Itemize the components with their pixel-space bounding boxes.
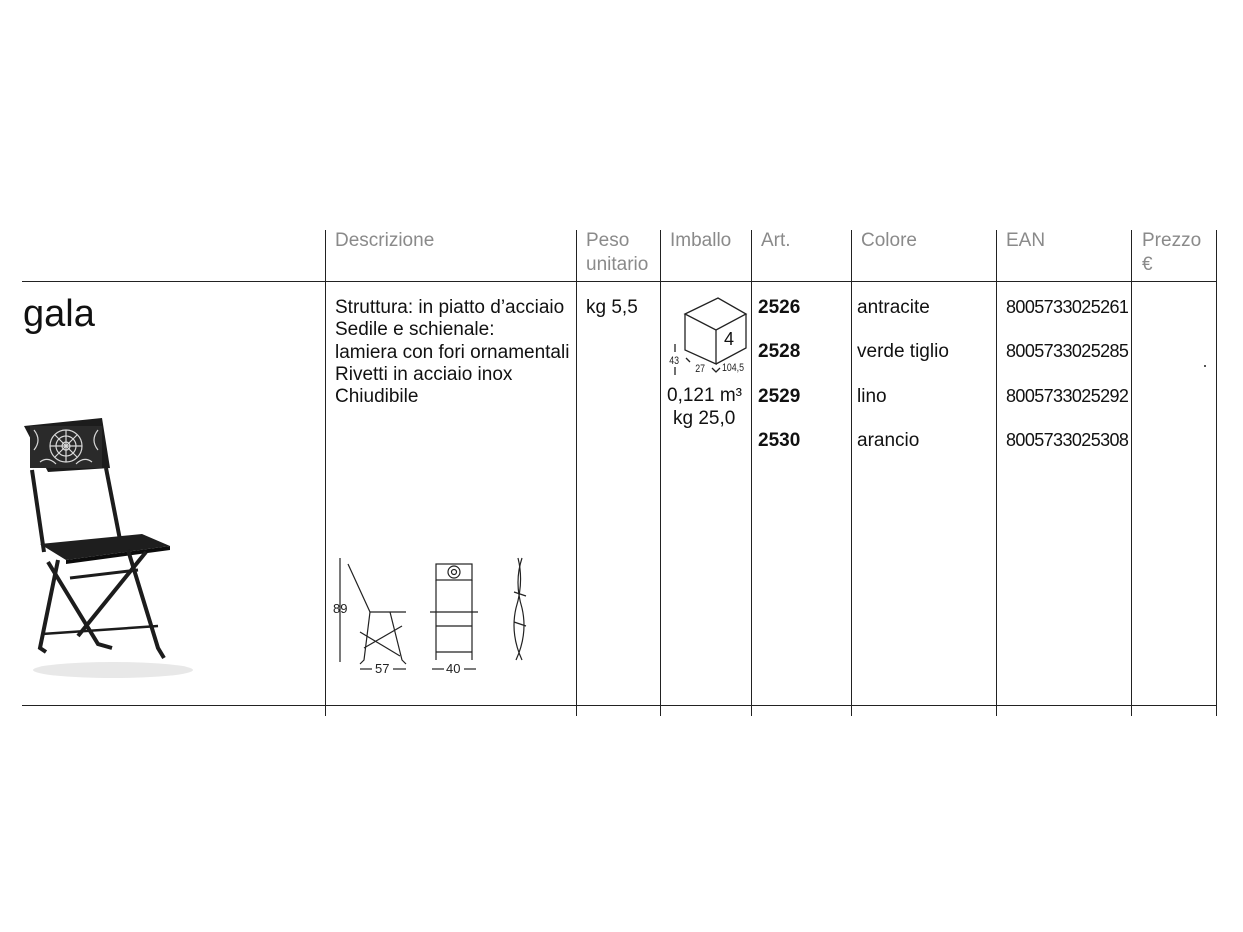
description-line: Sedile e schienale: [335, 319, 495, 341]
bottom-rule [22, 705, 1217, 706]
header-descrizione: Descrizione [335, 230, 435, 251]
header-ean: EAN [1006, 230, 1046, 251]
price-mark [1204, 365, 1206, 367]
header-peso-line1: Peso [586, 230, 630, 251]
header-rule [22, 281, 1217, 282]
variant-colore: arancio [857, 430, 920, 451]
variant-art: 2526 [758, 297, 801, 318]
description-line: Struttura: in piatto d’acciaio [335, 297, 565, 318]
package-volume: 0,121 m³ [667, 385, 742, 406]
header-prezzo [1142, 229, 1201, 277]
chair-dimension-drawings [330, 552, 540, 680]
product-description [335, 297, 569, 408]
description-line: Rivetti in acciaio inox [335, 363, 513, 385]
column-divider [1216, 230, 1217, 716]
column-divider [576, 230, 577, 716]
header-prezzo-line2: € [1142, 254, 1153, 275]
variant-ean: 8005733025261 [1006, 297, 1129, 317]
chair-photo [18, 412, 198, 684]
header-colore: Colore [861, 230, 917, 251]
description-line: Chiudibile [335, 386, 419, 408]
column-divider [660, 230, 661, 716]
column-divider [996, 230, 997, 716]
variant-colore: lino [857, 386, 887, 407]
variant-ean: 8005733025308 [1006, 430, 1129, 450]
chair-width-label: 40 [446, 661, 461, 676]
column-divider [851, 230, 852, 716]
chair-depth-label: 57 [375, 661, 390, 676]
header-art: Art. [761, 230, 791, 251]
product-name: gala [23, 293, 95, 335]
description-line: lamiera con fori ornamentali [335, 341, 570, 363]
package-height: 43 [669, 355, 680, 367]
package-length: 104,5 [722, 362, 745, 374]
header-peso-line2: unitario [586, 254, 649, 275]
variant-ean: 8005733025292 [1006, 386, 1129, 406]
header-imballo: Imballo [670, 230, 732, 251]
variant-art: 2529 [758, 386, 801, 407]
variant-colore: verde tiglio [857, 341, 949, 362]
variant-art: 2528 [758, 341, 801, 362]
column-divider [325, 230, 326, 716]
header-prezzo-line1: Prezzo [1142, 230, 1202, 251]
variant-art: 2530 [758, 430, 801, 451]
package-pieces: 4 [724, 329, 735, 349]
variant-colore: antracite [857, 297, 930, 318]
package-weight: kg 25,0 [673, 408, 736, 429]
column-divider [1131, 230, 1132, 716]
chair-height-label: 89 [333, 601, 348, 616]
package-width: 27 [695, 363, 706, 375]
header-peso [586, 229, 648, 277]
variant-ean: 8005733025285 [1006, 341, 1129, 361]
product-weight: kg 5,5 [586, 297, 638, 318]
